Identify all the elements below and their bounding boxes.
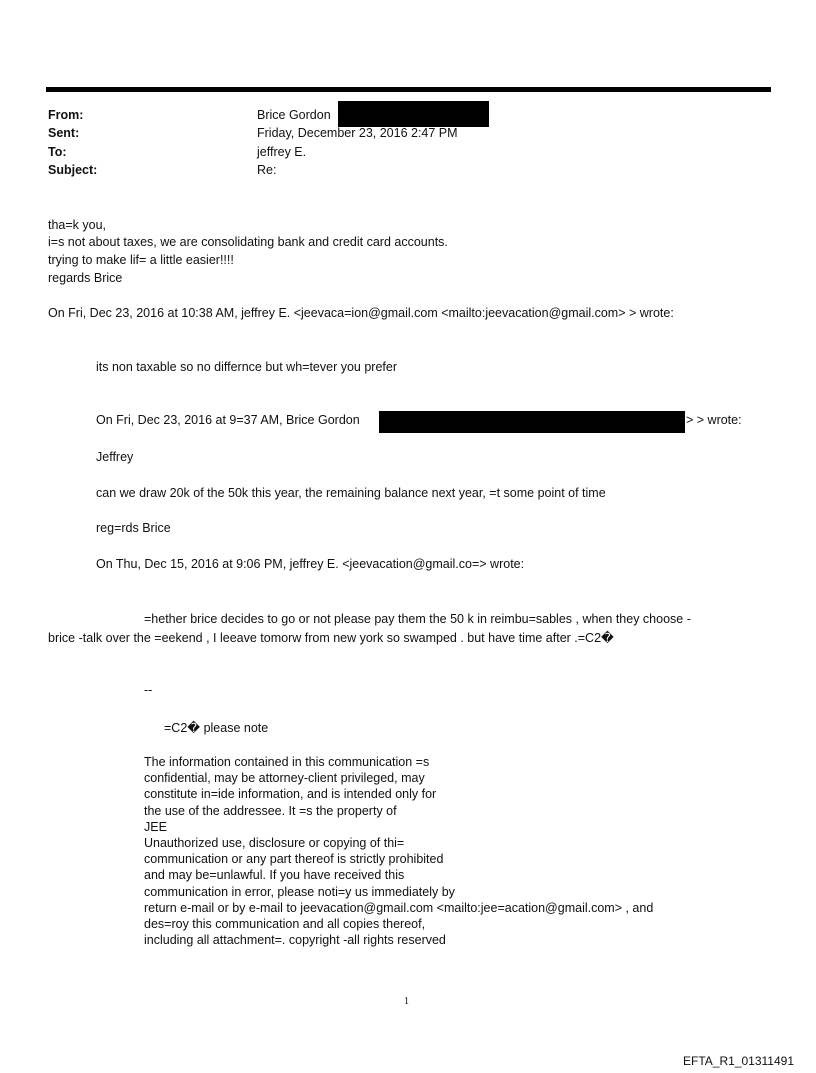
header-rule	[46, 87, 771, 92]
quote2-header-end: > > wrote:	[686, 413, 742, 427]
sent-label: Sent:	[48, 126, 80, 140]
page-number: 1	[404, 996, 409, 1007]
quote2-header-start: On Fri, Dec 23, 2016 at 9=37 AM, Brice Gordon	[96, 413, 360, 427]
notice-line: and may be=unlawful. If you have received this	[144, 868, 405, 883]
notice-line: Unauthorized use, disclosure or copying of thi=	[144, 836, 405, 851]
quote2-signoff: reg=rds Brice	[96, 521, 171, 535]
redaction-quote2-email	[379, 411, 685, 433]
notice-line: including all attachment=. copyright -all rights reserved	[144, 933, 446, 948]
notice-line: communication in error, please noti=y us immediately by	[144, 884, 455, 899]
reply-line: i=s not about taxes, we are consolidating bank and credit card accounts.	[48, 235, 448, 249]
sent-value: Friday, December 23, 2016 2:47 PM	[257, 126, 458, 140]
redaction-from-email	[338, 101, 489, 127]
quote3-header: On Thu, Dec 15, 2016 at 9:06 PM, jeffrey E. <jeevacation@gmail.co=> wrote:	[96, 557, 525, 571]
signature-dashes: --	[144, 683, 153, 697]
to-label: To:	[48, 145, 67, 159]
notice-line: return e-mail or by e-mail to jeevacation@gmail.com <mailto:jee=acation@gmail.com> , and	[144, 900, 654, 915]
to-value: jeffrey E.	[257, 145, 307, 159]
notice-line: JEE	[144, 819, 167, 834]
from-value: Brice Gordon	[257, 108, 331, 122]
notice-line: constitute in=ide information, and is intended only for	[144, 787, 437, 802]
notice-line: confidential, may be attorney-client privileged, may	[144, 771, 425, 786]
quote2-text: can we draw 20k of the 50k this year, the remaining balance next year, =t some point of time	[96, 486, 606, 500]
quote1-text: its non taxable so no differnce but wh=tever you prefer	[96, 360, 397, 374]
notice-line: communication or any part thereof is strictly prohibited	[144, 852, 444, 867]
quote1-header: On Fri, Dec 23, 2016 at 10:38 AM, jeffrey E. <jeevaca=ion@gmail.com <mailto:jeevacation@gmail.com> > wrote:	[48, 306, 674, 320]
reply-line: regards Brice	[48, 271, 123, 285]
quote3-line2: brice -talk over the =eekend , I leeave tomorw from new york so swamped . but have time after .=C2�	[48, 631, 614, 645]
from-label: From:	[48, 108, 84, 122]
notice-line: the use of the addressee. It =s the property of	[144, 803, 397, 818]
reply-line: trying to make lif= a little easier!!!!	[48, 253, 234, 267]
signature-note: =C2� please note	[164, 721, 269, 735]
subject-value: Re:	[257, 163, 277, 177]
notice-line: des=roy this communication and all copies thereof,	[144, 917, 426, 932]
notice-line: The information contained in this communication =s	[144, 755, 430, 769]
subject-label: Subject:	[48, 163, 98, 177]
document-id: EFTA_R1_01311491	[683, 1054, 794, 1068]
quote3-line1: =hether brice decides to go or not please pay them the 50 k in reimbu=sables , when they choose -	[144, 612, 691, 626]
reply-line: tha=k you,	[48, 218, 107, 232]
confidentiality-notice	[144, 754, 653, 948]
quote2-greeting: Jeffrey	[96, 450, 134, 464]
